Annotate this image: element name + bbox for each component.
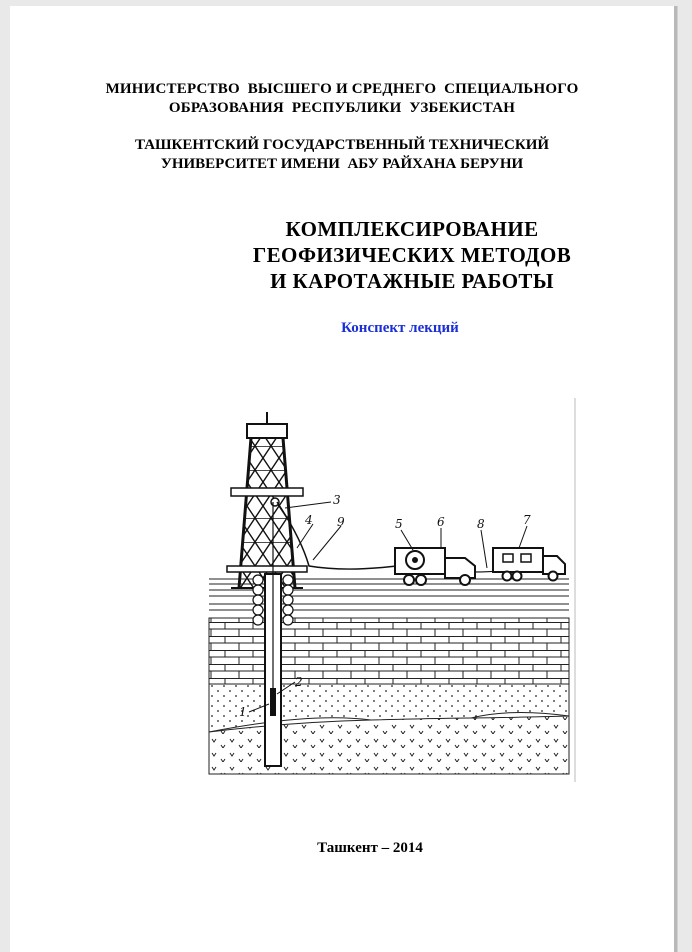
title-line-1: КОМПЛЕКСИРОВАНИЕ (285, 217, 539, 241)
label-6: 6 (437, 515, 445, 529)
publication-place-year: Ташкент – 2014 (317, 840, 423, 856)
document-title (80, 216, 692, 294)
drilling-derrick (227, 412, 307, 588)
logging-probe (270, 688, 276, 716)
title-line-3: И КАРОТАЖНЫЕ РАБОТЫ (270, 269, 554, 293)
document-page (10, 6, 674, 952)
university-line-1: ТАШКЕНТСКИЙ ГОСУДАРСТВЕННЫЙ ТЕХНИЧЕСКИЙ (134, 137, 550, 153)
title-line-2: ГЕОФИЗИЧЕСКИХ МЕТОДОВ (252, 243, 572, 267)
label-8: 8 (477, 517, 485, 531)
check-stratum (209, 716, 569, 774)
brick-stratum (209, 618, 569, 684)
logging-cable (277, 502, 411, 569)
document-subtitle: Конспект лекций (341, 320, 459, 336)
ministry-line-2: ОБРАЗОВАНИЯ РЕСПУБЛИКИ УЗБЕКИСТАН (168, 100, 516, 116)
label-1: 1 (239, 705, 247, 719)
label-4: 4 (305, 513, 313, 527)
ministry-line-1: МИНИСТЕРСТВО ВЫСШЕГО И СРЕДНЕГО СПЕЦИАЛЬНОГО (105, 81, 579, 97)
label-5: 5 (395, 517, 403, 531)
university-heading (10, 136, 674, 174)
label-3: 3 (333, 493, 341, 507)
well-logging-illustration (191, 398, 582, 782)
ministry-heading (10, 80, 674, 118)
label-7: 7 (523, 513, 531, 527)
label-2: 2 (295, 675, 303, 689)
university-line-2: УНИВЕРСИТЕТ ИМЕНИ АБУ РАЙХАНА БЕРУНИ (160, 156, 524, 172)
laboratory-truck (493, 548, 565, 581)
label-9: 9 (337, 515, 345, 529)
